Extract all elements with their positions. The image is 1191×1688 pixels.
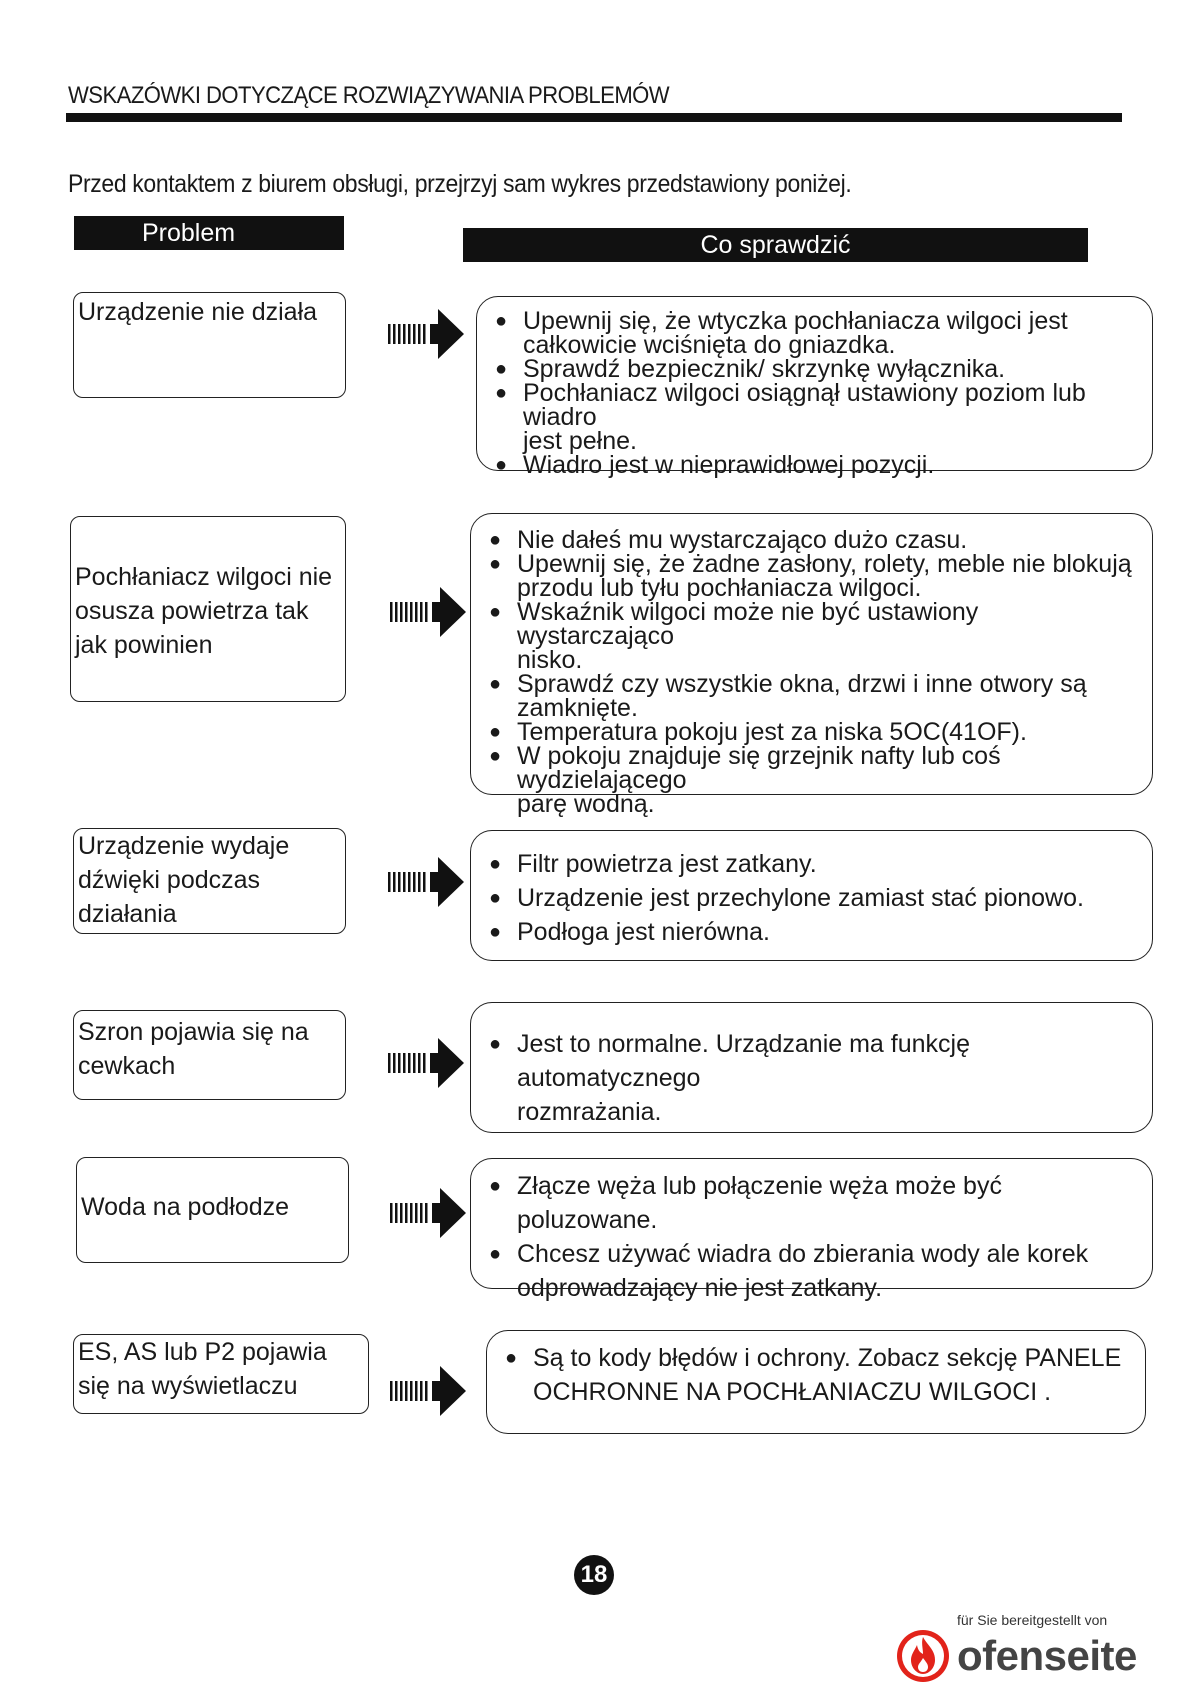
problem-line: Urządzenie nie działa [78, 298, 318, 326]
check-item [481, 881, 1140, 915]
check-line: zamknięte. [517, 694, 638, 722]
problem-box [73, 292, 346, 398]
problem-line: Woda na podłodze [81, 1193, 290, 1221]
check-line: Nie dałeś mu wystarczająco dużo czasu. [517, 526, 968, 554]
check-line: Upewnij się, że żadne zasłony, rolety, meble nie blokują [517, 550, 1132, 578]
bullet-icon: ● [488, 673, 502, 695]
check-item [481, 720, 1140, 744]
check-item [481, 600, 1140, 672]
striped-arrow-icon [388, 855, 464, 909]
bullet-icon: ● [488, 1175, 502, 1197]
check-item [481, 915, 1140, 949]
check-line: Wskaźnik wilgoci może nie być ustawiony wystarczająco [517, 598, 979, 650]
heading-rule [66, 113, 1122, 122]
page-number: 18 [574, 1555, 614, 1595]
bullet-icon: ● [488, 1033, 502, 1055]
check-line: Są to kody błędów i ochrony. Zobacz sekcję PANELE [533, 1344, 1122, 1372]
check-line: Wiadro jest w nieprawidłowej pozycji. [523, 451, 935, 479]
striped-arrow-icon [388, 307, 464, 361]
check-item [487, 357, 1140, 381]
problem-box [76, 1157, 349, 1263]
check-line: rozmrażania. [517, 1098, 662, 1126]
problem-box [73, 1010, 346, 1100]
check-box [470, 1002, 1153, 1133]
check-item [481, 1027, 1140, 1129]
problem-line: Urządzenie wydaje [78, 832, 290, 860]
problem-line: cewkach [78, 1052, 176, 1080]
column-header-problem: Problem [74, 216, 344, 250]
check-box [476, 296, 1153, 479]
bullet-icon: ● [488, 921, 502, 943]
bullet-icon: ● [494, 454, 508, 476]
check-line: całkowicie wciśnięta do gniazdka. [523, 331, 896, 359]
check-item [487, 309, 1140, 357]
problem-line: działania [78, 900, 177, 928]
striped-arrow-icon [390, 585, 466, 639]
check-line: Złącze węża lub połączenie węża może być poluzowane. [517, 1172, 1002, 1234]
check-line: Pochłaniacz wilgoci osiągnął ustawiony poziom lub wiadro [523, 379, 1086, 431]
check-line: Temperatura pokoju jest za niska 5OC(41OF). [517, 718, 1027, 746]
page-heading: WSKAZÓWKI DOTYCZĄCE ROZWIĄZYWANIA PROBLEMÓW [68, 82, 670, 109]
check-box [470, 513, 1153, 818]
check-line: przodu lub tyłu pochłaniacza wilgoci. [517, 574, 922, 602]
problem-box [73, 1334, 369, 1414]
check-line: Jest to normalne. Urządzanie ma funkcję automatycznego [517, 1030, 970, 1092]
problem-line: Pochłaniacz wilgoci nie [75, 563, 333, 591]
column-header-check: Co sprawdzić [463, 228, 1088, 262]
bullet-icon: ● [488, 887, 502, 909]
check-item [481, 552, 1140, 600]
check-line: nisko. [517, 646, 583, 674]
problem-line: osusza powietrza tak [75, 597, 309, 625]
bullet-icon: ● [488, 529, 502, 551]
check-item [487, 381, 1140, 453]
brand-name: ofenseite [957, 1632, 1137, 1679]
check-line: odprowadzający nie jest zatkany. [517, 1274, 883, 1302]
bullet-icon: ● [494, 382, 508, 404]
bullet-icon: ● [488, 721, 502, 743]
intro-text: Przed kontaktem z biurem obsługi, przejrzyj sam wykres przedstawiony poniżej. [68, 170, 852, 198]
problem-box [70, 516, 346, 702]
check-line: jest pełne. [523, 427, 637, 455]
check-line: Upewnij się, że wtyczka pochłaniacza wilgoci jest [523, 307, 1068, 335]
bullet-icon: ● [488, 853, 502, 875]
striped-arrow-icon [390, 1186, 466, 1240]
check-line: W pokoju znajduje się grzejnik nafty lub coś wydzielającego [517, 742, 1001, 794]
check-item [497, 1341, 1133, 1409]
check-item [481, 528, 1140, 552]
branding-tagline: für Sie bereitgestellt von [957, 1612, 1108, 1628]
check-line: Podłoga jest nierówna. [517, 918, 770, 946]
check-box [470, 830, 1153, 961]
check-line: Urządzenie jest przechylone zamiast stać pionowo. [517, 884, 1084, 912]
bullet-icon: ● [488, 1243, 502, 1265]
check-item [487, 453, 1140, 477]
bullet-icon: ● [494, 358, 508, 380]
bullet-icon: ● [488, 601, 502, 623]
check-item [481, 847, 1140, 881]
check-line: Sprawdź czy wszystkie okna, drzwi i inne otwory są [517, 670, 1087, 698]
check-line: Filtr powietrza jest zatkany. [517, 850, 817, 878]
striped-arrow-icon [390, 1364, 466, 1418]
check-line: Chcesz używać wiadra do zbierania wody ale korek [517, 1240, 1089, 1268]
check-line: parę wodną. [517, 790, 655, 818]
check-item [481, 672, 1140, 720]
check-item [481, 1237, 1140, 1305]
bullet-icon: ● [488, 553, 502, 575]
problem-line: Szron pojawia się na [78, 1018, 309, 1046]
striped-arrow-icon [388, 1036, 464, 1090]
flame-logo-icon [895, 1628, 951, 1684]
bullet-icon: ● [488, 745, 502, 767]
problem-line: ES, AS lub P2 pojawia [78, 1338, 327, 1366]
problem-box [73, 828, 346, 934]
check-item [481, 1169, 1140, 1237]
problem-line: dźwięki podczas [78, 866, 261, 894]
problem-line: się na wyświetlaczu [78, 1372, 298, 1400]
bullet-icon: ● [504, 1347, 518, 1369]
check-line: OCHRONNE NA POCHŁANIACZU WILGOCI . [533, 1378, 1052, 1406]
check-box [486, 1330, 1146, 1434]
check-box [470, 1158, 1153, 1302]
check-line: Sprawdź bezpiecznik/ skrzynkę wyłącznika. [523, 355, 1006, 383]
bullet-icon: ● [494, 310, 508, 332]
check-item [481, 744, 1140, 816]
problem-line: jak powinien [75, 631, 213, 659]
